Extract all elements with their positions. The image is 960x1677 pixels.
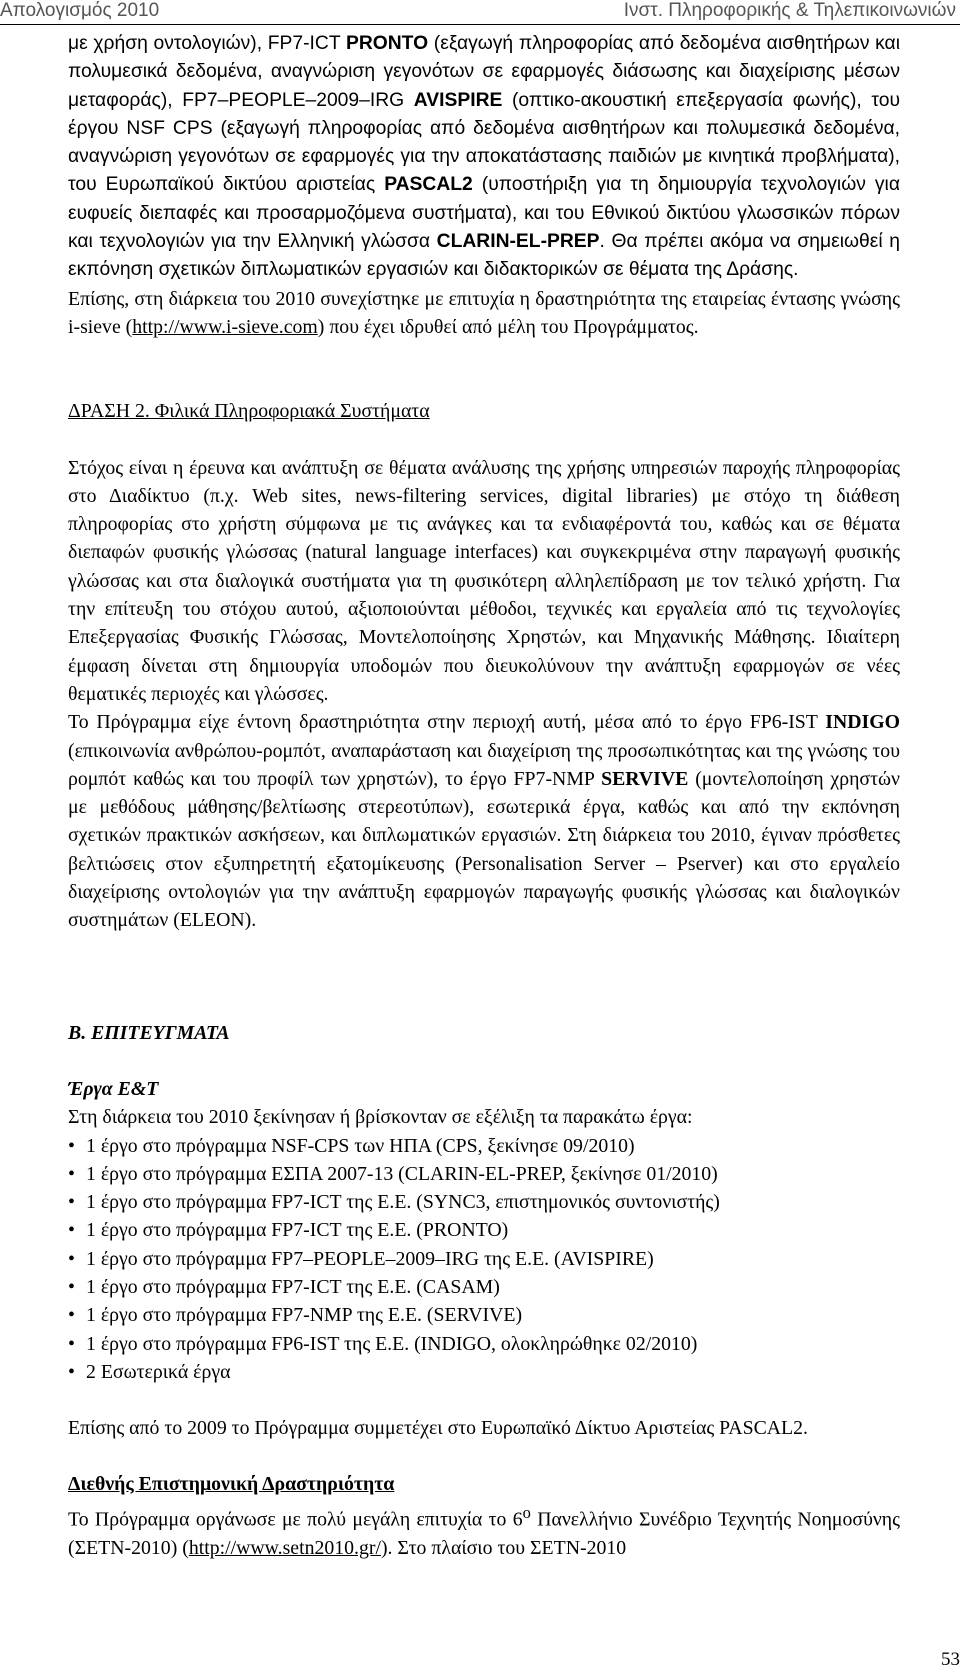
network-clarin: CLARIN-EL-PREP <box>436 231 600 253</box>
list-item: • 1 έργο στο πρόγραμμα FP7-ICT της Ε.Ε. (PRONTO) <box>68 1216 900 1244</box>
running-header <box>0 0 960 25</box>
pascal-paragraph: Επίσης από το 2009 το Πρόγραμμα συμμετέχει στο Ευρωπαϊκό Δίκτυο Αριστείας PASCAL2. <box>68 1417 808 1440</box>
bullet-icon: • <box>68 1191 75 1214</box>
project-avispire: AVISPIRE <box>413 89 503 111</box>
network-pascal2: PASCAL2 <box>384 174 473 196</box>
project-servive: SERVIVE <box>601 767 689 790</box>
project-indigo: INDIGO <box>825 711 900 734</box>
list-item: • 1 έργο στο πρόγραμμα FP7-NMP της Ε.Ε. (SERVIVE) <box>68 1301 900 1329</box>
section-heading-drasi-2: ΔΡΑΣΗ 2. Φιλικά Πληροφοριακά Συστήματα <box>68 400 430 423</box>
page-number: 53 <box>941 1649 960 1670</box>
drasi2-paragraph-2: Το Πρόγραμμα είχε έντονη δραστηριότητα στην περιοχή αυτή, μέσα από το έργο FP6-IST INDIGO (επικοινωνία ανθρώπου-ρομπότ, αναπαράσταση και διαχείριση της προσωπικότητας και της γνώσης του ρομπότ καθώς και του προφίλ των χρηστών), το έργο FP7-NMP SERVIVE (μοντελοποίηση χρηστών με μεθόδους μάθησης/βελτίωσης στερεοτύπων), εσωτερικά έργα, καθώς και από την εκπόνηση σχετικών πρακτικών ασκήσεων, και διπλωματικών εργασιών. Στη διάρκεια του 2010, έγιναν πρόσθετες βελτιώσεις στον εξυπηρετητή εξατομίκευσης (Personalisation Server – Pserver) και στο εργαλείο διαχείρισης οντολογιών για την ανάπτυξη εφαρμογών παραγωγής φυσικής γλώσσας και διαλογικών συστημάτων (ELEON). <box>68 711 900 932</box>
bullet-icon: • <box>68 1275 75 1298</box>
list-item: • 1 έργο στο πρόγραμμα FP7-ICT της Ε.Ε. (CASAM) <box>68 1273 900 1301</box>
page-content <box>68 30 900 1562</box>
bullet-icon: • <box>68 1247 75 1270</box>
intro-paragraph-1: με χρήση οντολογιών), FP7-ICT PRONTO (εξαγωγή πληροφορίας από δεδομένα αισθητήρων και πολυμεσικά δεδομένα, αναγνώριση γεγονότων σε εφαρμογές διάσωσης και διαχείρισης μέσων μεταφοράς), FP7–PEOPLE–2009–IRG AVISPIRE (οπτικο-ακουστική επεξεργασία φωνής), του έργου NSF CPS (εξαγωγή πληροφορίας από δεδομένα αισθητήρων και πολυμεσικά δεδομένα, αναγνώριση γεγονότων σε εφαρμογές για την αποκατάστασης παιδιών με κινητικά προβλήματα), του Ευρωπαϊκού δικτύου αριστείας PASCAL2 (υποστήριξη για τη δημιουργία τεχνολογιών για ευφυείς διεπαφές και προσαρμοζόμενα συστήματα), και του Εθνικού δικτύου γλωσσικών πόρων και τεχνολογιών για την Ελληνική γλώσσα CLARIN-EL-PREP. Θα πρέπει ακόμα να σημειωθεί η εκπόνηση σχετικών διπλωματικών εργασιών και διδακτορικών σε θέματα της Δράσης. <box>68 33 900 281</box>
setn2010-link[interactable]: http://www.setn2010.gr/ <box>188 1536 381 1559</box>
isieve-link[interactable]: http://www.i-sieve.com <box>132 315 318 338</box>
subheading-international-activity: Διεθνής Επιστημονική Δραστηριότητα <box>68 1473 395 1496</box>
bullet-icon: • <box>68 1134 75 1157</box>
drasi2-paragraph-1: Στόχος είναι η έρευνα και ανάπτυξη σε θέματα ανάλυσης της χρήσης υπηρεσιών παροχής πληροφορίας στο Διαδίκτυο (π.χ. Web sites, news-filtering services, digital libraries) με στόχο τη διάθεση πληροφορίας στο χρήστη σύμφωνα με τις ανάγκες και τα ενδιαφέροντά του, καθώς και σε θέματα διεπαφών φυσικής γλώσσας (natural language interfaces) και συγκεκριμένα στην παραγωγή φυσικής γλώσσας και στα διαλογικά συστήματα για τη φυσικότερη αλληλεπίδραση με τον τελικό χρήστη. Για την επίτευξη του στόχου αυτού, αξιοποιούνται μέθοδοι, τεχνικές και εργαλεία από τις τεχνολογίες Επεξεργασίας Φυσικής Γλώσσας, Μοντελοποίησης Χρηστών, και Μηχανικής Μάθησης. Ιδιαίτερη έμφαση δίνεται στη δημιουργία υποδομών που διευκολύνουν την ανάπτυξη εφαρμογών σε νέες θεματικές περιοχές και γλώσσες. <box>68 456 900 705</box>
list-item: • 1 έργο στο πρόγραμμα FP7–PEOPLE–2009–IRG της Ε.Ε. (AVISPIRE) <box>68 1245 900 1273</box>
list-item: • 1 έργο στο πρόγραμμα NSF-CPS των ΗΠΑ (CPS, ξεκίνησε 09/2010) <box>68 1132 900 1160</box>
list-item: • 1 έργο στο πρόγραμμα FP6-IST της Ε.Ε. (INDIGO, ολοκληρώθηκε 02/2010) <box>68 1330 900 1358</box>
bullet-icon: • <box>68 1162 75 1185</box>
header-institute: Ινστ. Πληροφορικής & Τηλεπικοινωνιών <box>623 0 956 21</box>
bullet-icon: • <box>68 1360 75 1383</box>
projects-list <box>68 1132 900 1387</box>
bullet-icon: • <box>68 1332 75 1355</box>
project-pronto: PRONTO <box>345 33 429 54</box>
list-item: • 1 έργο στο πρόγραμμα ΕΣΠΑ 2007-13 (CLARIN-EL-PREP, ξεκίνησε 01/2010) <box>68 1160 900 1188</box>
list-item: • 2 Εσωτερικά έργα <box>68 1358 900 1386</box>
international-paragraph: Το Πρόγραμμα οργάνωσε με πολύ μεγάλη επιτυχία το $6^o$ Πανελλήνιο Συνέδριο Τεχνητής Νοημοσύνης (ΣΕΤΝ-2010) (http://www.setn2010.gr/). Στο πλαίσιο του ΣΕΤΝ-2010 <box>68 1502 900 1559</box>
section-heading-achievements: Β. ΕΠΙΤΕΥΓΜΑΤΑ <box>68 1021 230 1044</box>
header-report-title: Απολογισμός 2010 <box>0 0 160 21</box>
list-item: • 1 έργο στο πρόγραμμα FP7-ICT της Ε.Ε. (SYNC3, επιστημονικός συντονιστής) <box>68 1188 900 1216</box>
bullet-icon: • <box>68 1219 75 1242</box>
projects-intro: Στη διάρκεια του 2010 ξεκίνησαν ή βρίσκονταν σε εξέλιξη τα παρακάτω έργα: <box>68 1106 693 1129</box>
ordinal-superscript: ο <box>522 1502 531 1522</box>
bullet-icon: • <box>68 1304 75 1327</box>
intro-paragraph-2: Επίσης, στη διάρκεια του 2010 συνεχίστηκε με επιτυχία η δραστηριότητα της εταιρείας έντασης γνώσης i-sieve (http://www.i-sieve.com) που έχει ιδρυθεί από μέλη του Προγράμματος. <box>68 287 900 338</box>
subheading-projects: Έργα Ε&Τ <box>68 1077 159 1100</box>
